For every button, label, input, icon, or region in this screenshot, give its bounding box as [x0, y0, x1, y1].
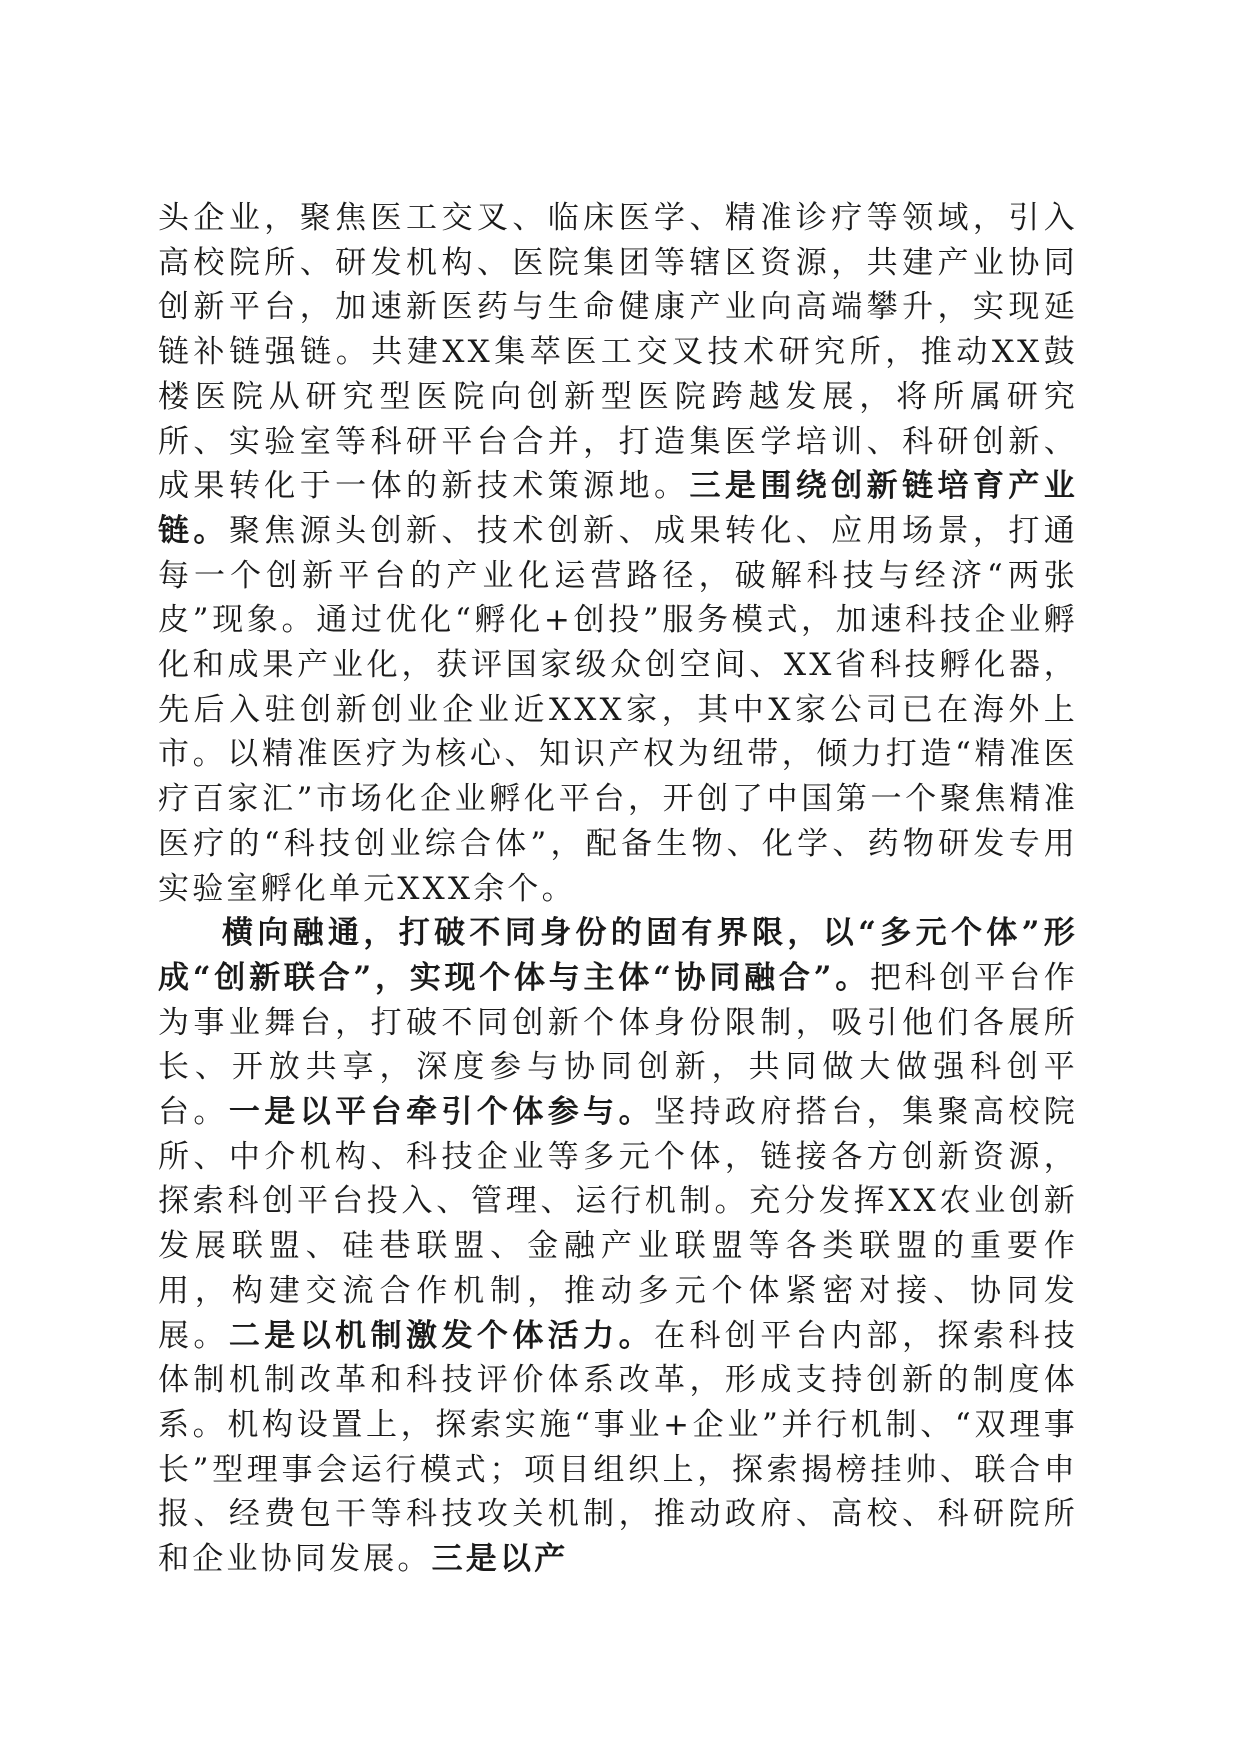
paragraph-1-heading-3: 三是围绕创新链培育产业链。	[158, 468, 1079, 549]
paragraph-2-lead-heading: 横向融通，打破不同身份的固有界限，以“多元个体”形成“创新联合”，实现个体与主体“协同融合”。	[158, 915, 1078, 996]
paragraph-2-heading-1: 一是以平台牵引个体参与。	[228, 1094, 655, 1131]
paragraph-2-heading-2: 二是以机制激发个体活力。	[228, 1317, 655, 1354]
paragraph-1	[158, 196, 1078, 911]
paragraph-2-text-1: 把科创平台作为事业舞台，打破不同创新个体身份限制，吸引他们各展所长、开放共享，深度参与协同创新，共同做大做强科创平台。	[158, 959, 1078, 1131]
document-body	[158, 196, 1078, 1582]
paragraph-2-heading-3: 三是以产	[431, 1541, 569, 1578]
paragraph-2-text-2: 坚持政府搭台，集聚高校院所、中介机构、科技企业等多元个体，链接各方创新资源，探索科创平台投入、管理、运行机制。充分发挥XX农业创新发展联盟、硅巷联盟、金融产业联盟等各类联盟的重要作用，构建交流合作机制，推动多元个体紧密对接、协同发展。	[158, 1094, 1079, 1354]
paragraph-2	[158, 911, 1078, 1582]
paragraph-1-text-2: 聚焦源头创新、技术创新、成果转化、应用场景，打通每一个创新平台的产业化运营路径，破解科技与经济“两张皮”现象。通过优化“孵化+创投”服务模式，加速科技企业孵化和成果产业化，获评国家级众创空间、XX省科技孵化器，先后入驻创新创业企业近XXX家，其中X家公司已在海外上市。以精准医疗为核心、知识产权为纽带，倾力打造“精准医疗百家汇”市场化企业孵化平台，开创了中国第一个聚焦精准医疗的“科技创业综合体”，配备生物、化学、药物研发专用实验室孵化单元XXX余个。	[158, 512, 1078, 907]
paragraph-1-text-1: 头企业，聚焦医工交叉、临床医学、精准诊疗等领域，引入高校院所、研发机构、医院集团等辖区资源，共建产业协同创新平台，加速新医药与生命健康产业向高端攀升，实现延链补链强链。共建XX集萃医工交叉技术研究所，推动XX鼓楼医院从研究型医院向创新型医院跨越发展，将所属研究所、实验室等科研平台合并，打造集医学培训、科研创新、成果转化于一体的新技术策源地。	[158, 200, 1078, 505]
paragraph-2-text-3: 在科创平台内部，探索科技体制机制改革和科技评价体系改革，形成支持创新的制度体系。机构设置上，探索实施“事业+企业”并行机制、“双理事长”型理事会运行模式；项目组织上，探索揭榜挂帅、联合申报、经费包干等科技攻关机制，推动政府、高校、科研院所和企业协同发展。	[158, 1317, 1079, 1578]
